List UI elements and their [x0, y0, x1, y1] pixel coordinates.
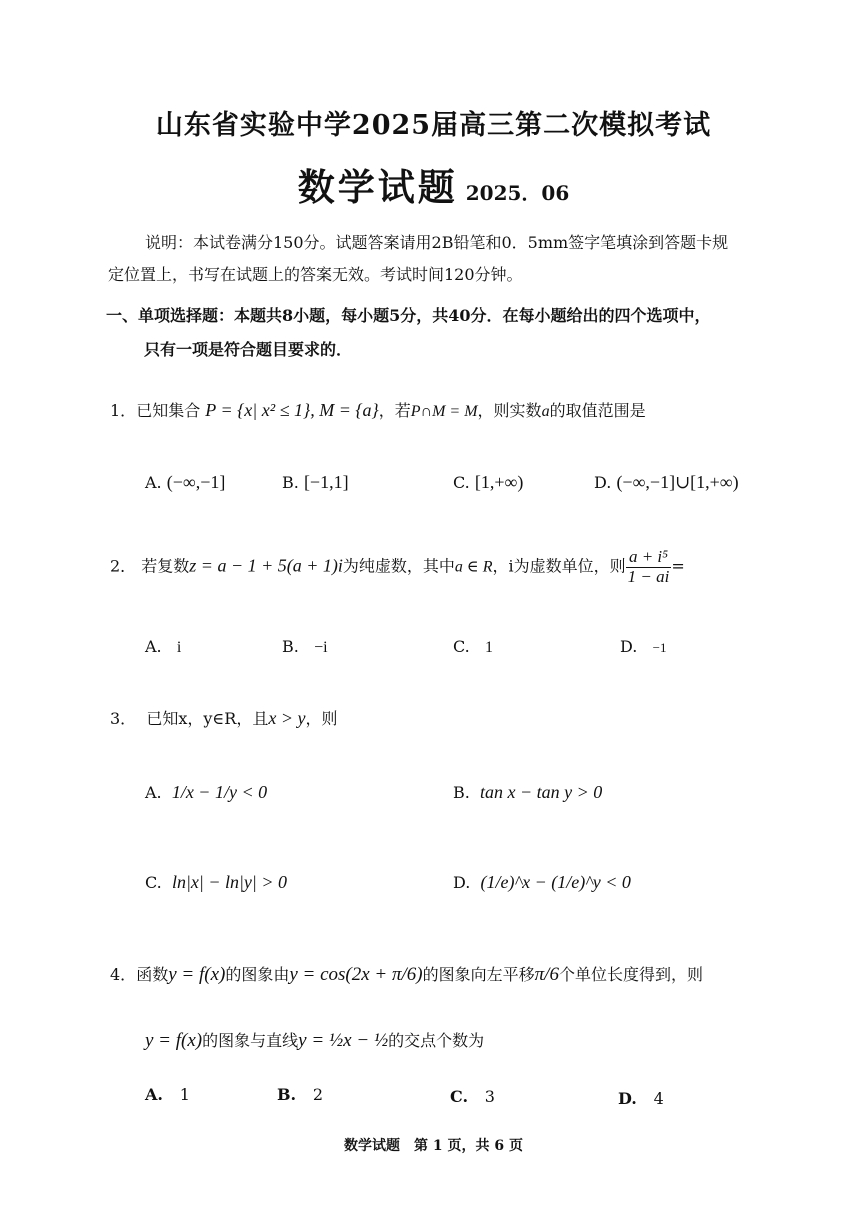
shift-amount: π/6	[534, 964, 559, 985]
q3-option-d: D. (1/e)^x − (1/e)^y < 0	[453, 872, 631, 892]
section-heading-line-1: 一、单项选择题：本题共8小题，每小题5分，共40分．在每小题给出的四个选项中，	[106, 306, 711, 325]
question-4-stem	[110, 962, 703, 986]
inequality: x > y	[268, 708, 306, 728]
stem-text: 若复数	[141, 556, 190, 576]
q4-option-c: C. 3	[450, 1087, 495, 1106]
stem-text: 已知集合	[136, 401, 201, 420]
q2-option-a: A. i	[145, 637, 182, 656]
subject-title-row	[0, 157, 867, 211]
complex-expr: z = a − 1 + 5(a + 1)i	[189, 555, 343, 576]
stem-text: 为纯虚数，其中	[342, 556, 455, 576]
q2-option-c: C. 1	[453, 637, 494, 656]
function-expr: y = f(x)	[145, 1030, 203, 1051]
stem-text: 函数	[136, 965, 169, 984]
condition-expr: P∩M = M	[410, 403, 478, 420]
q1-option-c: C. [1,+∞)	[453, 472, 524, 492]
stem-text: 的图象由	[225, 965, 290, 984]
question-number: 4．	[110, 965, 137, 984]
question-4-stem-line-2	[145, 1028, 484, 1052]
fraction: $\frac{\text{a + i⁵}}{1 - ai}$	[627, 547, 670, 586]
stem-text: 的图象与直线	[202, 1031, 299, 1050]
stem-text: 的图象向左平移	[422, 965, 535, 984]
q1-option-d: D. (−∞,−1]∪[1,+∞)	[594, 472, 739, 492]
stem-text: ，若	[378, 401, 411, 420]
question-number: 3．	[110, 709, 137, 728]
question-2-stem: 2． 若复数z = a − 1 + 5(a + 1)i为纯虚数，其中a ∈ R，i为虚数单位，则 $\frac{\text{a + i⁵}}{1 - ai}$ =	[110, 547, 685, 586]
q1-option-b: B. [−1,1]	[282, 472, 349, 492]
subject-title: 数学试题	[297, 165, 458, 209]
domain-expr: a ∈ R	[454, 558, 493, 576]
question-number: 1．	[110, 401, 137, 420]
stem-text: 的交点个数为	[388, 1031, 485, 1050]
stem-text: 个单位长度得到，则	[558, 965, 703, 984]
stem-text: ，则实数	[477, 401, 542, 420]
section-heading-line-2: 只有一项是符合题目要求的．	[144, 340, 353, 359]
page-footer: 数学试题 第 1 页，共 6 页	[344, 1138, 523, 1154]
question-3-stem	[110, 706, 337, 729]
q3-option-a: A. 1/x − 1/y < 0	[145, 782, 268, 802]
variable: a	[541, 403, 550, 420]
stem-text: ，i为虚数单位，则	[492, 556, 626, 576]
stem-text: 已知x，y∈R，且	[146, 709, 269, 728]
q3-option-b: B. tan x − tan y > 0	[453, 782, 603, 802]
stem-text: ，则	[305, 709, 338, 728]
set-definition: P = {x| x² ≤ 1}, M = {a}	[205, 400, 379, 420]
q2-option-b: B. −i	[282, 637, 328, 656]
exam-title: 山东省实验中学2025届高三第二次模拟考试	[155, 110, 712, 141]
q1-option-a: A. (−∞,−1]	[145, 472, 226, 492]
q4-option-d: D. 4	[618, 1089, 664, 1108]
instructions-line-2: 定位置上，书写在试题上的答案无效。考试时间120分钟。	[108, 265, 523, 284]
instructions-line-1: 说明：本试卷满分150分。试题答案请用2B铅笔和0．5mm签字笔填涂到答题卡规	[145, 233, 729, 252]
q2-option-d: D. −1	[620, 637, 667, 656]
function-expr: y = f(x)	[168, 964, 226, 985]
q4-option-b: B. 2	[277, 1085, 323, 1104]
q3-option-c: C. ln|x| − ln|y| > 0	[145, 872, 288, 892]
stem-text: 的取值范围是	[549, 401, 646, 420]
exam-date: 2025．06	[465, 181, 570, 205]
question-1-stem	[110, 398, 646, 421]
q4-option-a: A. 1	[145, 1085, 190, 1104]
question-number: 2．	[110, 556, 137, 576]
line-expr: y = ½x − ½	[298, 1030, 389, 1051]
cos-expr: y = cos(2x + π/6)	[289, 964, 423, 985]
